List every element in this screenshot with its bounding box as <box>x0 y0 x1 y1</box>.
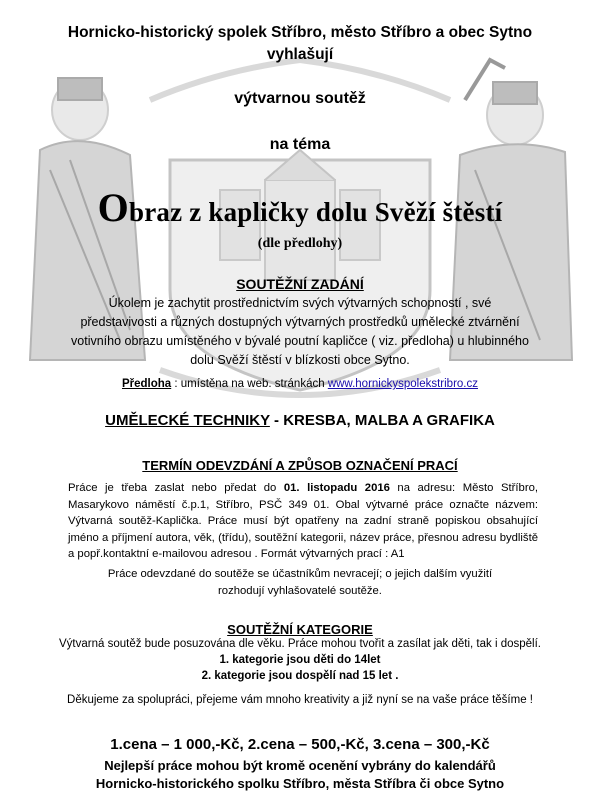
competition-type: výtvarnou soutěž <box>234 90 366 107</box>
thanks-text: Děkujeme za spolupráci, přejeme vám mnoho kreativity a již nyní se na vaše práce těšíme ! <box>67 694 533 706</box>
organizers-line: Hornicko-historický spolek Stříbro, město Stříbro a obec Sytno <box>67 24 533 41</box>
return-note: Práce odevzdané do soutěže se účastníkům nevracejí; o jejich dalším využití rozhodují vyhlašovatelé soutěže. <box>107 568 493 597</box>
footer-line-2: Hornicko-historického spolku Stříbro, města Stříbra či obce Sytno <box>95 776 505 791</box>
title-rest: braz z kapličky dolu Svěží štěstí <box>128 197 503 227</box>
title-note: (dle předlohy) <box>257 236 343 251</box>
competition-title <box>0 184 600 231</box>
template-label: Předloha <box>121 378 172 390</box>
deadline-text-b: na adresu: Město Stříbro, Masarykovo náměstí č.p.1, Stříbro, PSČ 349 01. Obal výtvarné práce označte názvem: Výtvarná soutěž-Kaplička. Práce musí být opatřeny na zadní straně popiskou obsahující jméno a příjmení autora, věk, (třídu), soutěžní kategorii, název práce, přesnou adresu bydliště a popř.kontaktní e-mailovou adresou . Formát výtvarných prací : A1 <box>68 482 539 560</box>
title-initial: O <box>97 185 129 230</box>
categories-text: Výtvarná soutěž bude posuzována dle věku. Práce mohou tvořit a zasílat jak děti, tak i dospělí. <box>59 638 541 650</box>
theme-label: na téma <box>269 136 331 153</box>
announce-verb: vyhlašují <box>266 46 334 63</box>
techniques-values: - KRESBA, MALBA A GRAFIKA <box>269 412 495 429</box>
techniques-line <box>0 412 600 429</box>
footer-line-1: Nejlepší práce mohou být kromě ocenění vybrány do kalendářů <box>104 758 496 773</box>
deadline-heading: TERMÍN ODEVZDÁNÍ A ZPŮSOB OZNAČENÍ PRACÍ <box>142 458 458 473</box>
category-item: 2. kategorie jsou dospělí nad 15 let . <box>201 670 399 682</box>
template-text: : umístěna na web. stránkách <box>171 378 328 390</box>
assignment-text: Úkolem je zachytit prostřednictvím svých výtvarných schopností , své představivosti a různých dostupných výtvarných prostředků umělecké ztvárnění votivního obrazu umístěného v bývalé poutní kapličce ( viz. předloha) u hlubinného dolu Svěží štěstí v blízkosti obce Sytno. <box>71 296 529 367</box>
prizes-line: 1.cena – 1 000,-Kč, 2.cena – 500,-Kč, 3.cena – 300,-Kč <box>110 736 490 753</box>
template-line <box>0 378 600 390</box>
deadline-date: 01. listopadu 2016 <box>283 482 390 494</box>
categories-heading: SOUTĚŽNÍ KATEGORIE <box>227 622 373 637</box>
website-link[interactable]: www.hornickyspolekstribro.cz <box>327 378 478 390</box>
techniques-label: UMĚLECKÉ TECHNIKY <box>105 412 270 429</box>
category-item: 1. kategorie jsou děti do 14let <box>219 654 381 666</box>
deadline-text <box>68 480 538 563</box>
assignment-heading: SOUTĚŽNÍ ZADÁNÍ <box>236 276 364 292</box>
deadline-text-a: Práce je třeba zaslat nebo předat do <box>68 482 284 494</box>
